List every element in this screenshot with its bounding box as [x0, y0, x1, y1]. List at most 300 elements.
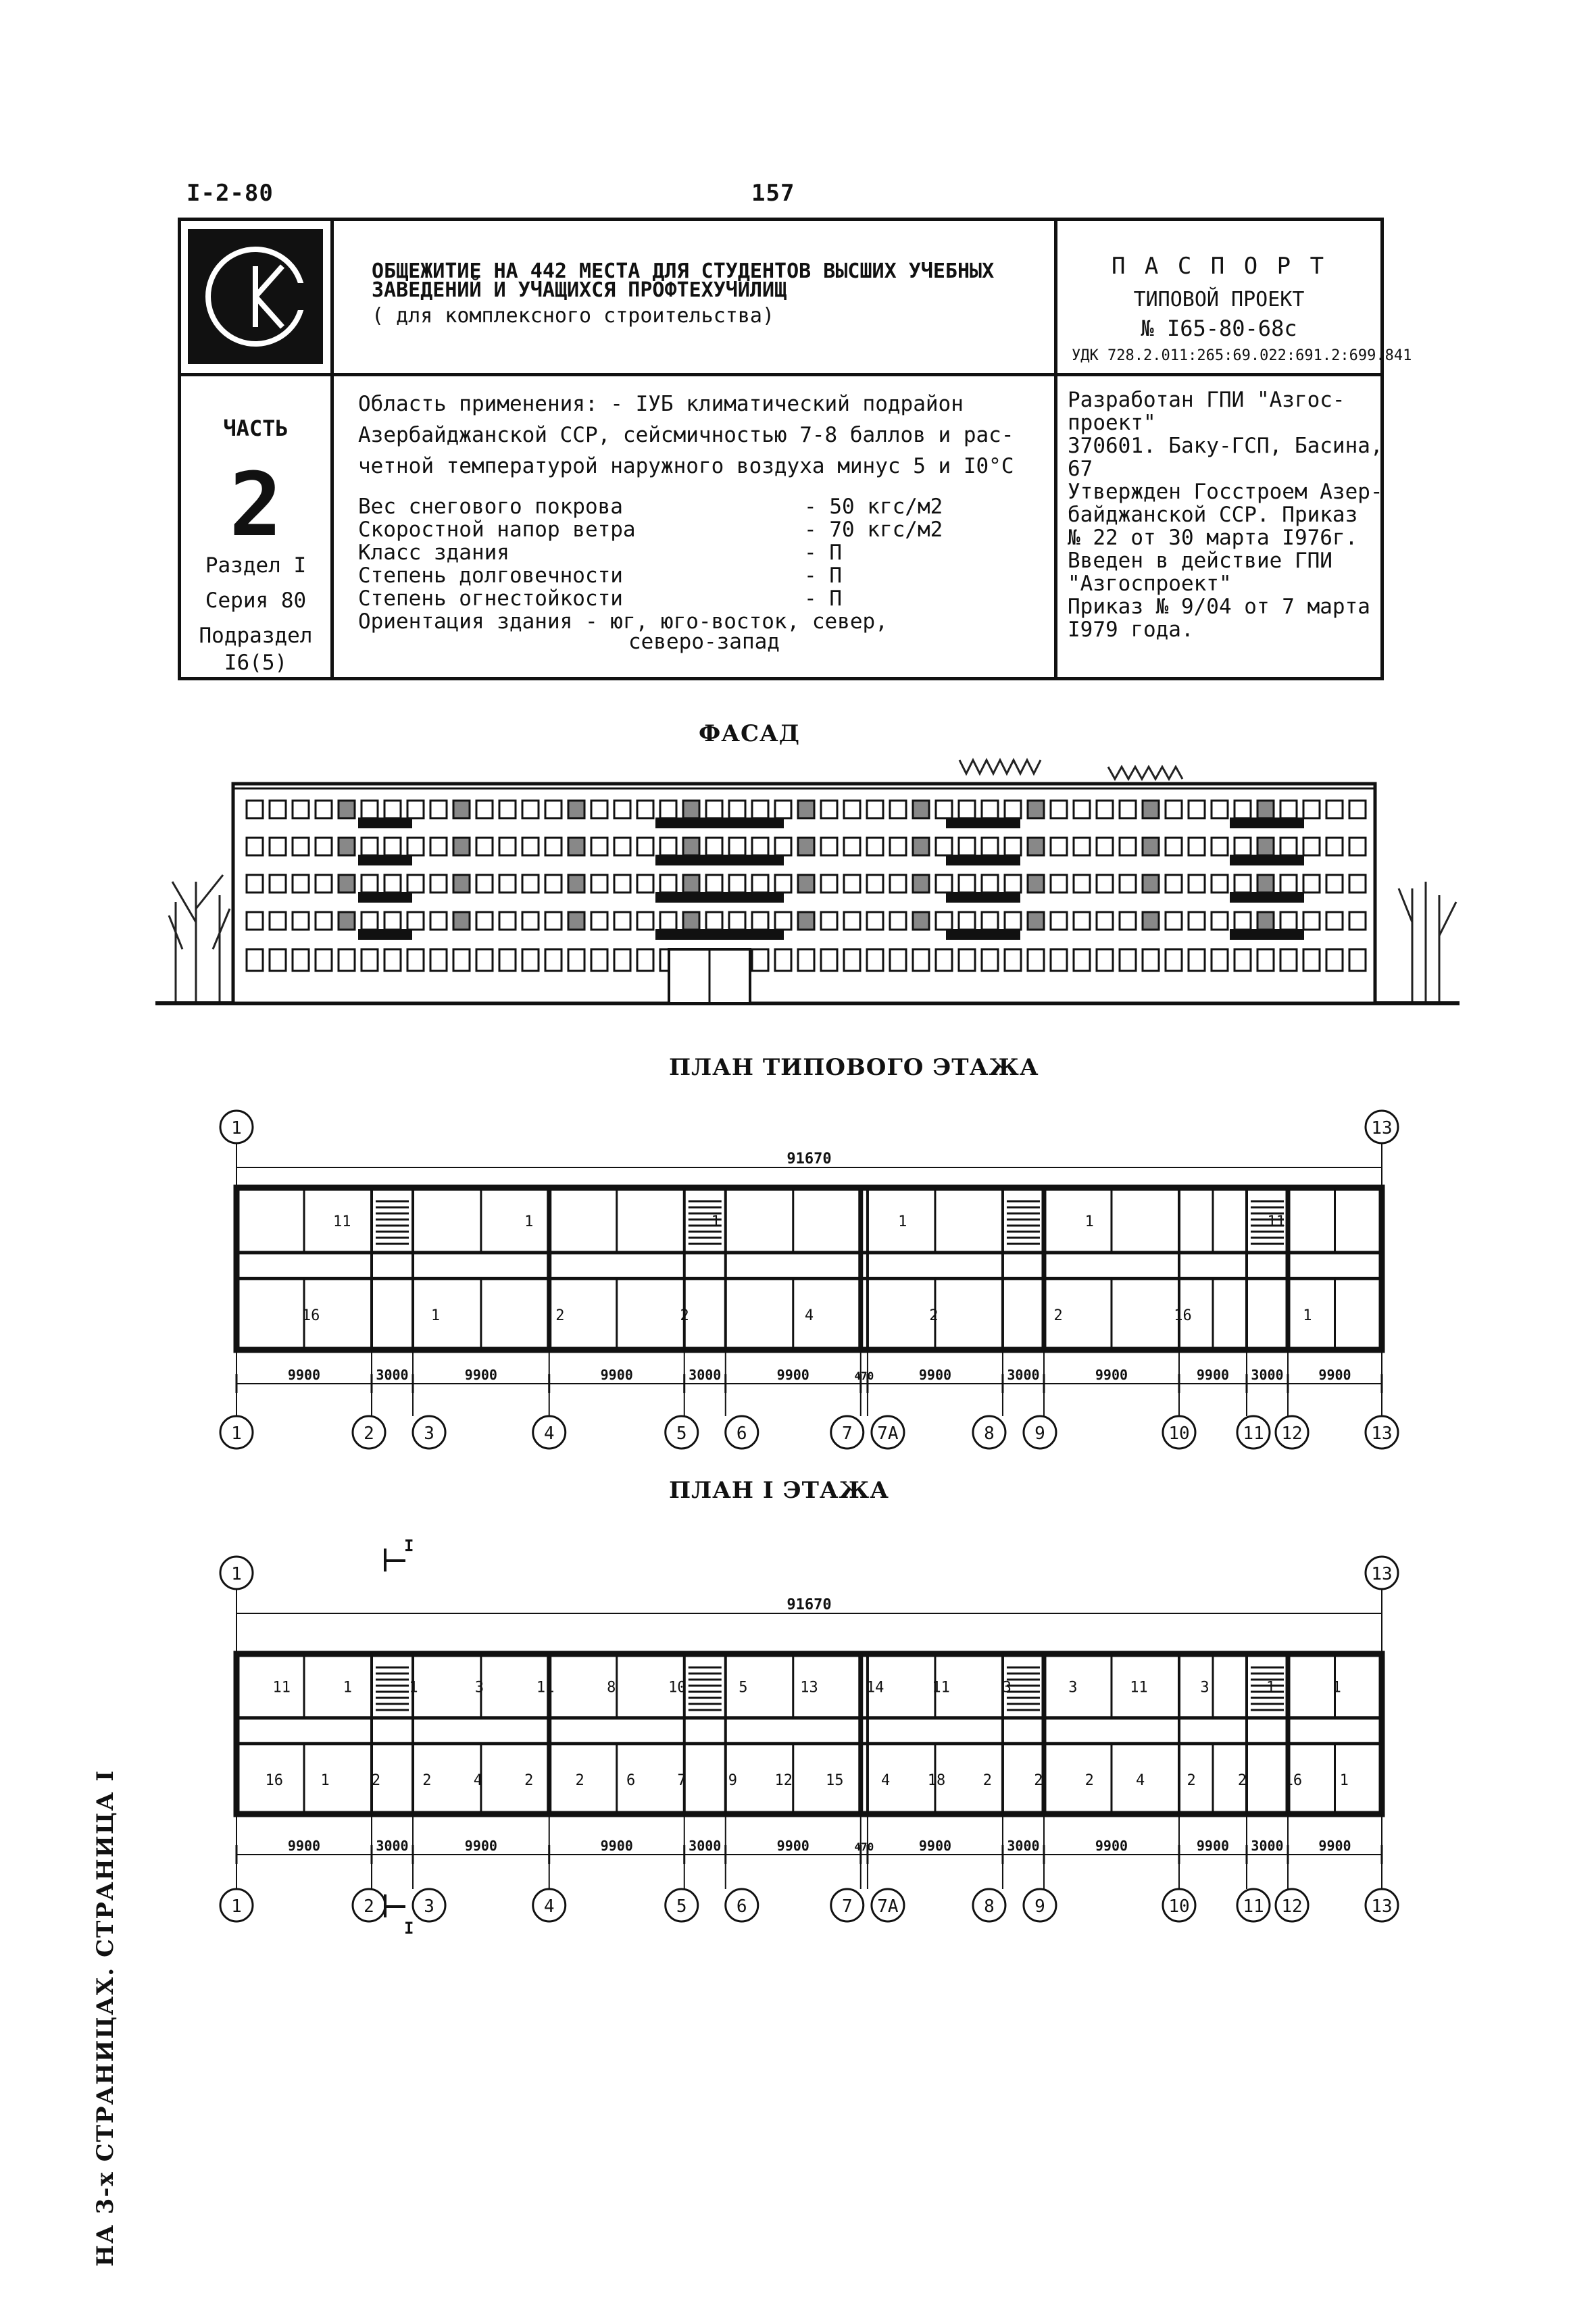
svg-text:13: 13 — [1371, 1424, 1393, 1444]
facade-window — [913, 838, 929, 855]
facade-window — [522, 801, 539, 818]
facade-balcony — [358, 892, 412, 903]
project-title-line1: ОБЩЕЖИТИЕ НА 442 МЕСТА ДЛЯ СТУДЕНТОВ ВЫСШИХ УЧЕБНЫХ — [372, 259, 995, 283]
svg-text:12: 12 — [1281, 1896, 1303, 1917]
facade-window — [1028, 838, 1044, 855]
first-floor-plan — [203, 1486, 1419, 1939]
room-number: 1 — [1303, 1307, 1312, 1325]
room-number: 2 — [680, 1307, 689, 1325]
svg-text:1: 1 — [231, 1118, 242, 1138]
facade-balcony — [946, 892, 1020, 903]
room-number: 6 — [626, 1771, 636, 1789]
svg-text:13: 13 — [1371, 1896, 1393, 1917]
facade-window — [1303, 949, 1320, 971]
developer-line: № 22 от 30 марта I976г. — [1068, 526, 1358, 550]
facade-window — [293, 801, 309, 818]
facade-window — [1303, 838, 1320, 855]
facade-window — [982, 801, 998, 818]
axis-marker — [872, 1416, 904, 1449]
facade-window — [706, 912, 722, 930]
facade-window — [293, 875, 309, 892]
facade-window — [293, 912, 309, 930]
facade-window — [293, 949, 309, 971]
svg-text:I: I — [404, 1536, 414, 1555]
facade-window — [453, 912, 470, 930]
facade-window — [339, 875, 355, 892]
dimension-label: 9900 — [1095, 1367, 1128, 1383]
developer-line: Разработан ГПИ "Азгос- — [1068, 388, 1345, 412]
facade-window — [1326, 875, 1343, 892]
project-title-line2: ЗАВЕДЕНИЙ И УЧАЩИХСЯ ПРОФТЕХУЧИЛИЩ — [372, 278, 787, 302]
facade-window — [1235, 838, 1251, 855]
facade-window — [1097, 949, 1113, 971]
param-name: Степень огнестойкости — [358, 586, 623, 611]
facade-window — [683, 838, 699, 855]
room-number: 1 — [343, 1679, 353, 1696]
facade-window — [959, 949, 975, 971]
facade-window — [614, 875, 630, 892]
axis-marker — [220, 1889, 253, 1921]
param-name: Скоростной напор ветра — [358, 518, 636, 542]
facade-window — [1212, 838, 1228, 855]
total-length-label: 91670 — [787, 1596, 832, 1613]
project-title-line3: ( для комплексного строительства) — [372, 304, 775, 328]
facade-window — [316, 801, 332, 818]
typical-plan-title: ПЛАН ТИПОВОГО ЭТАЖА — [669, 1054, 1039, 1081]
facade-window — [775, 801, 791, 818]
param-value: - П — [804, 540, 842, 565]
facade-window — [591, 801, 607, 818]
facade-window — [499, 949, 516, 971]
facade-window — [1120, 912, 1136, 930]
facade-window — [660, 838, 676, 855]
axis-marker — [872, 1889, 904, 1921]
room-number: 10 — [668, 1679, 687, 1696]
facade-window — [1189, 801, 1205, 818]
facade-window — [1326, 949, 1343, 971]
facade-window — [982, 838, 998, 855]
facade-window — [316, 912, 332, 930]
facade-window — [1280, 949, 1297, 971]
facade-window — [316, 875, 332, 892]
facade-window — [522, 949, 539, 971]
room-number: 2 — [1237, 1771, 1247, 1789]
axis-marker — [1163, 1889, 1195, 1921]
facade-window — [1074, 801, 1090, 818]
facade-window — [1349, 838, 1366, 855]
facade-window — [1349, 949, 1366, 971]
ck-logo-icon — [188, 229, 323, 364]
facade-window — [1028, 949, 1044, 971]
axis-marker — [1163, 1416, 1195, 1449]
facade-window — [1212, 949, 1228, 971]
side-note: НА 3-х СТРАНИЦАХ. СТРАНИЦА I — [92, 1769, 119, 2267]
facade-balcony — [655, 818, 784, 828]
axis-marker — [831, 1416, 864, 1449]
facade-window — [1189, 949, 1205, 971]
facade-window — [752, 838, 768, 855]
facade-window — [1005, 801, 1021, 818]
facade-window — [1097, 875, 1113, 892]
facade-window — [545, 838, 562, 855]
dimension-label: 3000 — [376, 1367, 409, 1383]
section-mark — [385, 1536, 414, 1571]
room-number: 2 — [575, 1771, 584, 1789]
facade-window — [913, 801, 929, 818]
dimension-label: 9900 — [464, 1367, 497, 1383]
svg-text:10: 10 — [1168, 1896, 1190, 1917]
facade-window — [430, 875, 447, 892]
facade-window — [384, 838, 401, 855]
building-outline — [236, 1654, 1382, 1814]
facade-window — [1166, 949, 1182, 971]
axis-marker — [1276, 1889, 1308, 1921]
facade-window — [1166, 838, 1182, 855]
developer-line: I979 года. — [1068, 618, 1194, 642]
facade-window — [545, 912, 562, 930]
facade-window — [270, 949, 286, 971]
facade-window — [1166, 801, 1182, 818]
facade-balcony — [655, 855, 784, 865]
facade-window — [660, 875, 676, 892]
facade-window — [453, 875, 470, 892]
room-number: 4 — [804, 1307, 814, 1325]
svg-text:11: 11 — [1243, 1424, 1264, 1444]
param-value: - П — [804, 563, 842, 588]
tree-left-icon — [169, 875, 230, 1003]
dimension-label: 470 — [854, 1369, 874, 1382]
room-number: 18 — [927, 1771, 946, 1789]
facade-window — [1097, 838, 1113, 855]
dimension-label: 470 — [854, 1840, 874, 1853]
facade-window — [936, 912, 952, 930]
svg-text:13: 13 — [1371, 1564, 1393, 1584]
axis-marker — [1366, 1416, 1398, 1449]
facade-window — [798, 912, 814, 930]
document-code: I-2-80 — [186, 180, 274, 207]
facade-window — [798, 838, 814, 855]
application-line2: Азербайджанской ССР, сейсмичностью 7-8 баллов и рас- — [358, 423, 1014, 447]
axis-marker — [1366, 1557, 1398, 1589]
room-number: 4 — [473, 1771, 482, 1789]
facade-window — [1303, 875, 1320, 892]
svg-text:7А: 7А — [877, 1424, 899, 1444]
facade-window — [637, 875, 653, 892]
developer-line: Введен в действие ГПИ — [1068, 549, 1332, 573]
dimension-label: 9900 — [600, 1838, 633, 1854]
facade-balcony — [1230, 929, 1304, 940]
room-number: 2 — [1187, 1771, 1196, 1789]
room-number: 1 — [430, 1307, 441, 1325]
facade-window — [637, 838, 653, 855]
facade-window — [936, 801, 952, 818]
facade-window — [1212, 801, 1228, 818]
axis-marker — [1366, 1111, 1398, 1143]
developer-line: "Азгоспроект" — [1068, 572, 1232, 596]
facade-window — [316, 838, 332, 855]
facade-window — [1280, 875, 1297, 892]
room-number: 12 — [774, 1771, 793, 1789]
facade-window — [867, 949, 883, 971]
facade-window — [453, 949, 470, 971]
facade-window — [1074, 875, 1090, 892]
part-number: 2 — [229, 453, 282, 556]
facade-window — [913, 912, 929, 930]
dimension-label: 9900 — [1318, 1838, 1351, 1854]
axis-marker — [1024, 1416, 1056, 1449]
svg-text:I: I — [404, 1919, 414, 1938]
facade-window — [476, 875, 493, 892]
room-number: 8 — [607, 1679, 616, 1696]
facade-window — [1120, 949, 1136, 971]
facade-window — [637, 949, 653, 971]
axis-marker — [1237, 1889, 1270, 1921]
facade-window — [821, 875, 837, 892]
axis-marker — [220, 1557, 253, 1589]
room-number: 1 — [1332, 1679, 1341, 1696]
first-plan-title: ПЛАН I ЭТАЖА — [669, 1477, 889, 1504]
facade-window — [1051, 801, 1067, 818]
developer-line: проект" — [1068, 411, 1156, 435]
facade-window — [1212, 875, 1228, 892]
svg-text:7: 7 — [841, 1424, 853, 1444]
page-number: 157 — [751, 180, 795, 207]
facade-window — [844, 949, 860, 971]
axis-marker — [413, 1416, 445, 1449]
dimension-label: 3000 — [1251, 1838, 1284, 1854]
room-number: 9 — [728, 1771, 738, 1789]
facade-window — [1235, 912, 1251, 930]
axis-marker — [1276, 1416, 1308, 1449]
room-number: 11 — [333, 1213, 351, 1230]
facade-window — [1349, 912, 1366, 930]
svg-text:7: 7 — [841, 1896, 853, 1917]
facade-window — [247, 801, 263, 818]
developer-line: 370601. Баку-ГСП, Басина, — [1068, 434, 1383, 458]
facade-window — [361, 949, 378, 971]
facade-window — [339, 949, 355, 971]
facade-window — [1257, 875, 1274, 892]
room-number: 13 — [800, 1679, 818, 1696]
facade-window — [270, 875, 286, 892]
facade-window — [499, 838, 516, 855]
room-number: 16 — [1284, 1771, 1303, 1789]
facade-window — [1005, 875, 1021, 892]
facade-window — [591, 949, 607, 971]
facade-window — [1097, 912, 1113, 930]
passport-udk: УДК 728.2.011:265:69.022:691.2:699.841 — [1072, 347, 1412, 364]
facade-window — [1120, 838, 1136, 855]
facade-window — [637, 801, 653, 818]
facade-window — [1303, 801, 1320, 818]
passport-table — [178, 218, 1412, 680]
part-label: ЧАСТЬ — [223, 416, 289, 441]
room-number: 16 — [1174, 1307, 1192, 1325]
facade-window — [775, 949, 791, 971]
facade-window — [844, 912, 860, 930]
dimension-label: 9900 — [1095, 1838, 1128, 1854]
svg-text:4: 4 — [543, 1424, 555, 1444]
facade-window — [1189, 838, 1205, 855]
facade-window — [982, 912, 998, 930]
facade-window — [568, 912, 584, 930]
facade-window — [775, 838, 791, 855]
facade-window — [752, 912, 768, 930]
svg-text:8: 8 — [984, 1896, 995, 1917]
facade-window — [1326, 912, 1343, 930]
facade-window — [1166, 912, 1182, 930]
dimension-label: 3000 — [689, 1367, 722, 1383]
axis-marker — [1024, 1889, 1056, 1921]
part-subsection: I6(5) — [224, 651, 288, 675]
axis-marker — [666, 1889, 698, 1921]
room-number: 5 — [739, 1679, 748, 1696]
facade-window — [844, 875, 860, 892]
facade-window — [522, 838, 539, 855]
facade-window — [407, 801, 424, 818]
facade-window — [384, 801, 401, 818]
facade-window — [568, 875, 584, 892]
svg-text:2: 2 — [364, 1424, 374, 1444]
facade-balcony — [1230, 892, 1304, 903]
param-value: - 50 кгс/м2 — [804, 495, 943, 519]
svg-text:5: 5 — [676, 1424, 687, 1444]
axis-marker — [1237, 1416, 1270, 1449]
room-number: 2 — [524, 1771, 534, 1789]
facade-window — [1143, 838, 1159, 855]
facade-window — [384, 912, 401, 930]
facade-window — [270, 801, 286, 818]
svg-text:6: 6 — [736, 1424, 747, 1444]
room-number: 3 — [1200, 1679, 1210, 1696]
passport-heading: П А С П О Р Т — [1111, 253, 1327, 280]
facade-window — [729, 875, 745, 892]
facade-window — [706, 801, 722, 818]
dimension-label: 3000 — [1007, 1838, 1040, 1854]
facade-window — [1074, 838, 1090, 855]
facade-window — [936, 875, 952, 892]
developer-line: Утвержден Госстроем Азер- — [1068, 480, 1383, 504]
total-length-label: 91670 — [787, 1151, 832, 1167]
svg-text:6: 6 — [736, 1896, 747, 1917]
axis-marker — [1366, 1889, 1398, 1921]
dimension-label: 9900 — [464, 1838, 497, 1854]
facade-window — [614, 801, 630, 818]
axis-marker — [533, 1889, 566, 1921]
room-number: 2 — [982, 1771, 993, 1789]
room-number: 2 — [422, 1771, 432, 1789]
facade-window — [729, 838, 745, 855]
room-number: 11 — [1267, 1213, 1285, 1230]
facade-window — [1120, 801, 1136, 818]
facade-window — [1005, 912, 1021, 930]
facade-window — [890, 912, 906, 930]
room-number: 7 — [677, 1771, 687, 1789]
logo — [188, 229, 323, 364]
facade-window — [1280, 912, 1297, 930]
facade-window — [1143, 912, 1159, 930]
room-number: 14 — [866, 1679, 884, 1696]
param-value: - П — [804, 586, 842, 611]
facade-window — [339, 912, 355, 930]
axis-marker — [726, 1416, 758, 1449]
svg-text:1: 1 — [231, 1424, 242, 1444]
room-number: 15 — [825, 1771, 844, 1789]
facade-window — [1120, 875, 1136, 892]
facade-window — [1349, 875, 1366, 892]
treetops-icon — [959, 760, 1182, 779]
passport-number: № I65-80-68с — [1141, 316, 1297, 341]
facade-window — [522, 912, 539, 930]
facade-window — [1257, 801, 1274, 818]
facade-balcony — [358, 855, 412, 865]
dimension-label: 3000 — [376, 1838, 409, 1854]
svg-text:8: 8 — [984, 1424, 995, 1444]
facade-window — [844, 801, 860, 818]
room-number: 2 — [1053, 1307, 1063, 1325]
facade-window — [890, 875, 906, 892]
facade-window — [384, 875, 401, 892]
dimension-label: 9900 — [776, 1367, 809, 1383]
facade-window — [683, 801, 699, 818]
facade-window — [247, 875, 263, 892]
facade-window — [476, 912, 493, 930]
svg-text:1: 1 — [231, 1896, 242, 1917]
facade-window — [568, 801, 584, 818]
facade-window — [1349, 801, 1366, 818]
facade-window — [361, 838, 378, 855]
facade-window — [1326, 838, 1343, 855]
facade-window — [1257, 949, 1274, 971]
section-mark — [385, 1894, 414, 1938]
dimension-label: 3000 — [1007, 1367, 1040, 1383]
facade-window — [867, 838, 883, 855]
facade-window — [821, 838, 837, 855]
facade-window — [798, 875, 814, 892]
facade-window — [890, 838, 906, 855]
axis-marker — [533, 1416, 566, 1449]
facade-window — [729, 801, 745, 818]
facade-balcony — [946, 818, 1020, 828]
dimension-label: 9900 — [1196, 1367, 1230, 1383]
facade-window — [1074, 912, 1090, 930]
facade-window — [706, 875, 722, 892]
facade-window — [614, 838, 630, 855]
dimension-label: 9900 — [918, 1838, 952, 1854]
svg-text:9: 9 — [1034, 1424, 1045, 1444]
room-number: 11 — [1130, 1679, 1148, 1696]
facade-window — [821, 912, 837, 930]
facade-window — [430, 838, 447, 855]
param-name: Степень долговечности — [358, 563, 623, 588]
facade-title: ФАСАД — [699, 720, 800, 747]
application-line3: четной температурой наружного воздуха минус 5 и I0°С — [358, 454, 1014, 478]
facade-window — [568, 949, 584, 971]
facade-window — [270, 912, 286, 930]
facade-window — [384, 949, 401, 971]
axis-marker — [220, 1111, 253, 1143]
facade-window — [591, 875, 607, 892]
developer-line: 67 — [1068, 457, 1093, 481]
facade-window — [890, 949, 906, 971]
facade-window — [1212, 912, 1228, 930]
param-name: Вес снегового покрова — [358, 495, 623, 519]
facade-window — [913, 875, 929, 892]
room-number: 1 — [711, 1213, 720, 1230]
facade-window — [499, 875, 516, 892]
svg-text:3: 3 — [424, 1424, 434, 1444]
room-number: 2 — [929, 1307, 939, 1325]
